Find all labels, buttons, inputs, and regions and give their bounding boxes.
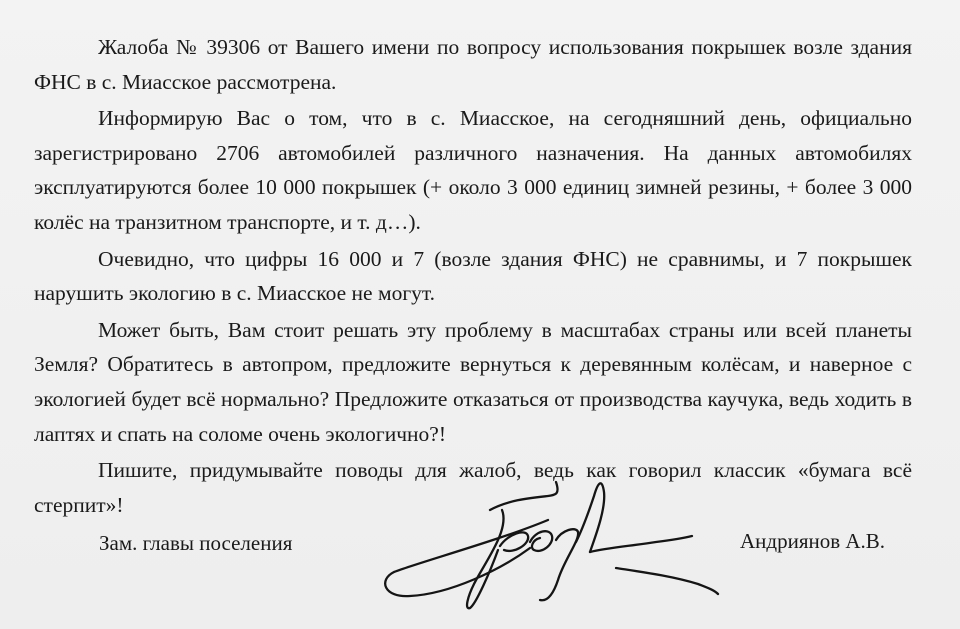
signatory-position: Зам. главы поселения	[99, 531, 293, 555]
signatory-name: Андриянов А.В.	[740, 529, 886, 553]
paragraph-suggestions: Может быть, Вам стоит решать эту проблему в масштабах страны или всей планеты Земля? Обратитесь в автопром, предложите вернуться к деревянным колёсам, и наверное с экологией будет всё нормально? Предложите отказаться от производства каучука, ведь ходить в лаптях и спать на соломе очень экологично?!	[34, 317, 912, 446]
letter-body	[34, 30, 912, 524]
paragraph-closing: Пишите, придумывайте поводы для жалоб, ведь как говорил классик «бумага всё стерпит»!	[34, 458, 912, 517]
paragraph-complaint-reviewed: Жалоба № 39306 от Вашего имени по вопросу использования покрышек возле здания ФНС в с. Миасское рассмотрена.	[34, 35, 912, 94]
paragraph-numbers-comparison: Очевидно, что цифры 16 000 и 7 (возле здания ФНС) не сравнимы, и 7 покрышек нарушить экологию в с. Миасское не могут.	[34, 246, 912, 306]
paragraph-vehicle-statistics: Информирую Вас о том, что в с. Миасское, на сегодняшний день, официально зарегистрировано 2706 автомобилей различного назначения. На данных автомобилях эксплуатируются более 10 000 покрышек (+ около 3 000 единиц зимней резины, + более 3 000 колёс на транзитном транспорте, и т. д…).	[34, 106, 912, 234]
handwritten-signature	[380, 470, 730, 620]
